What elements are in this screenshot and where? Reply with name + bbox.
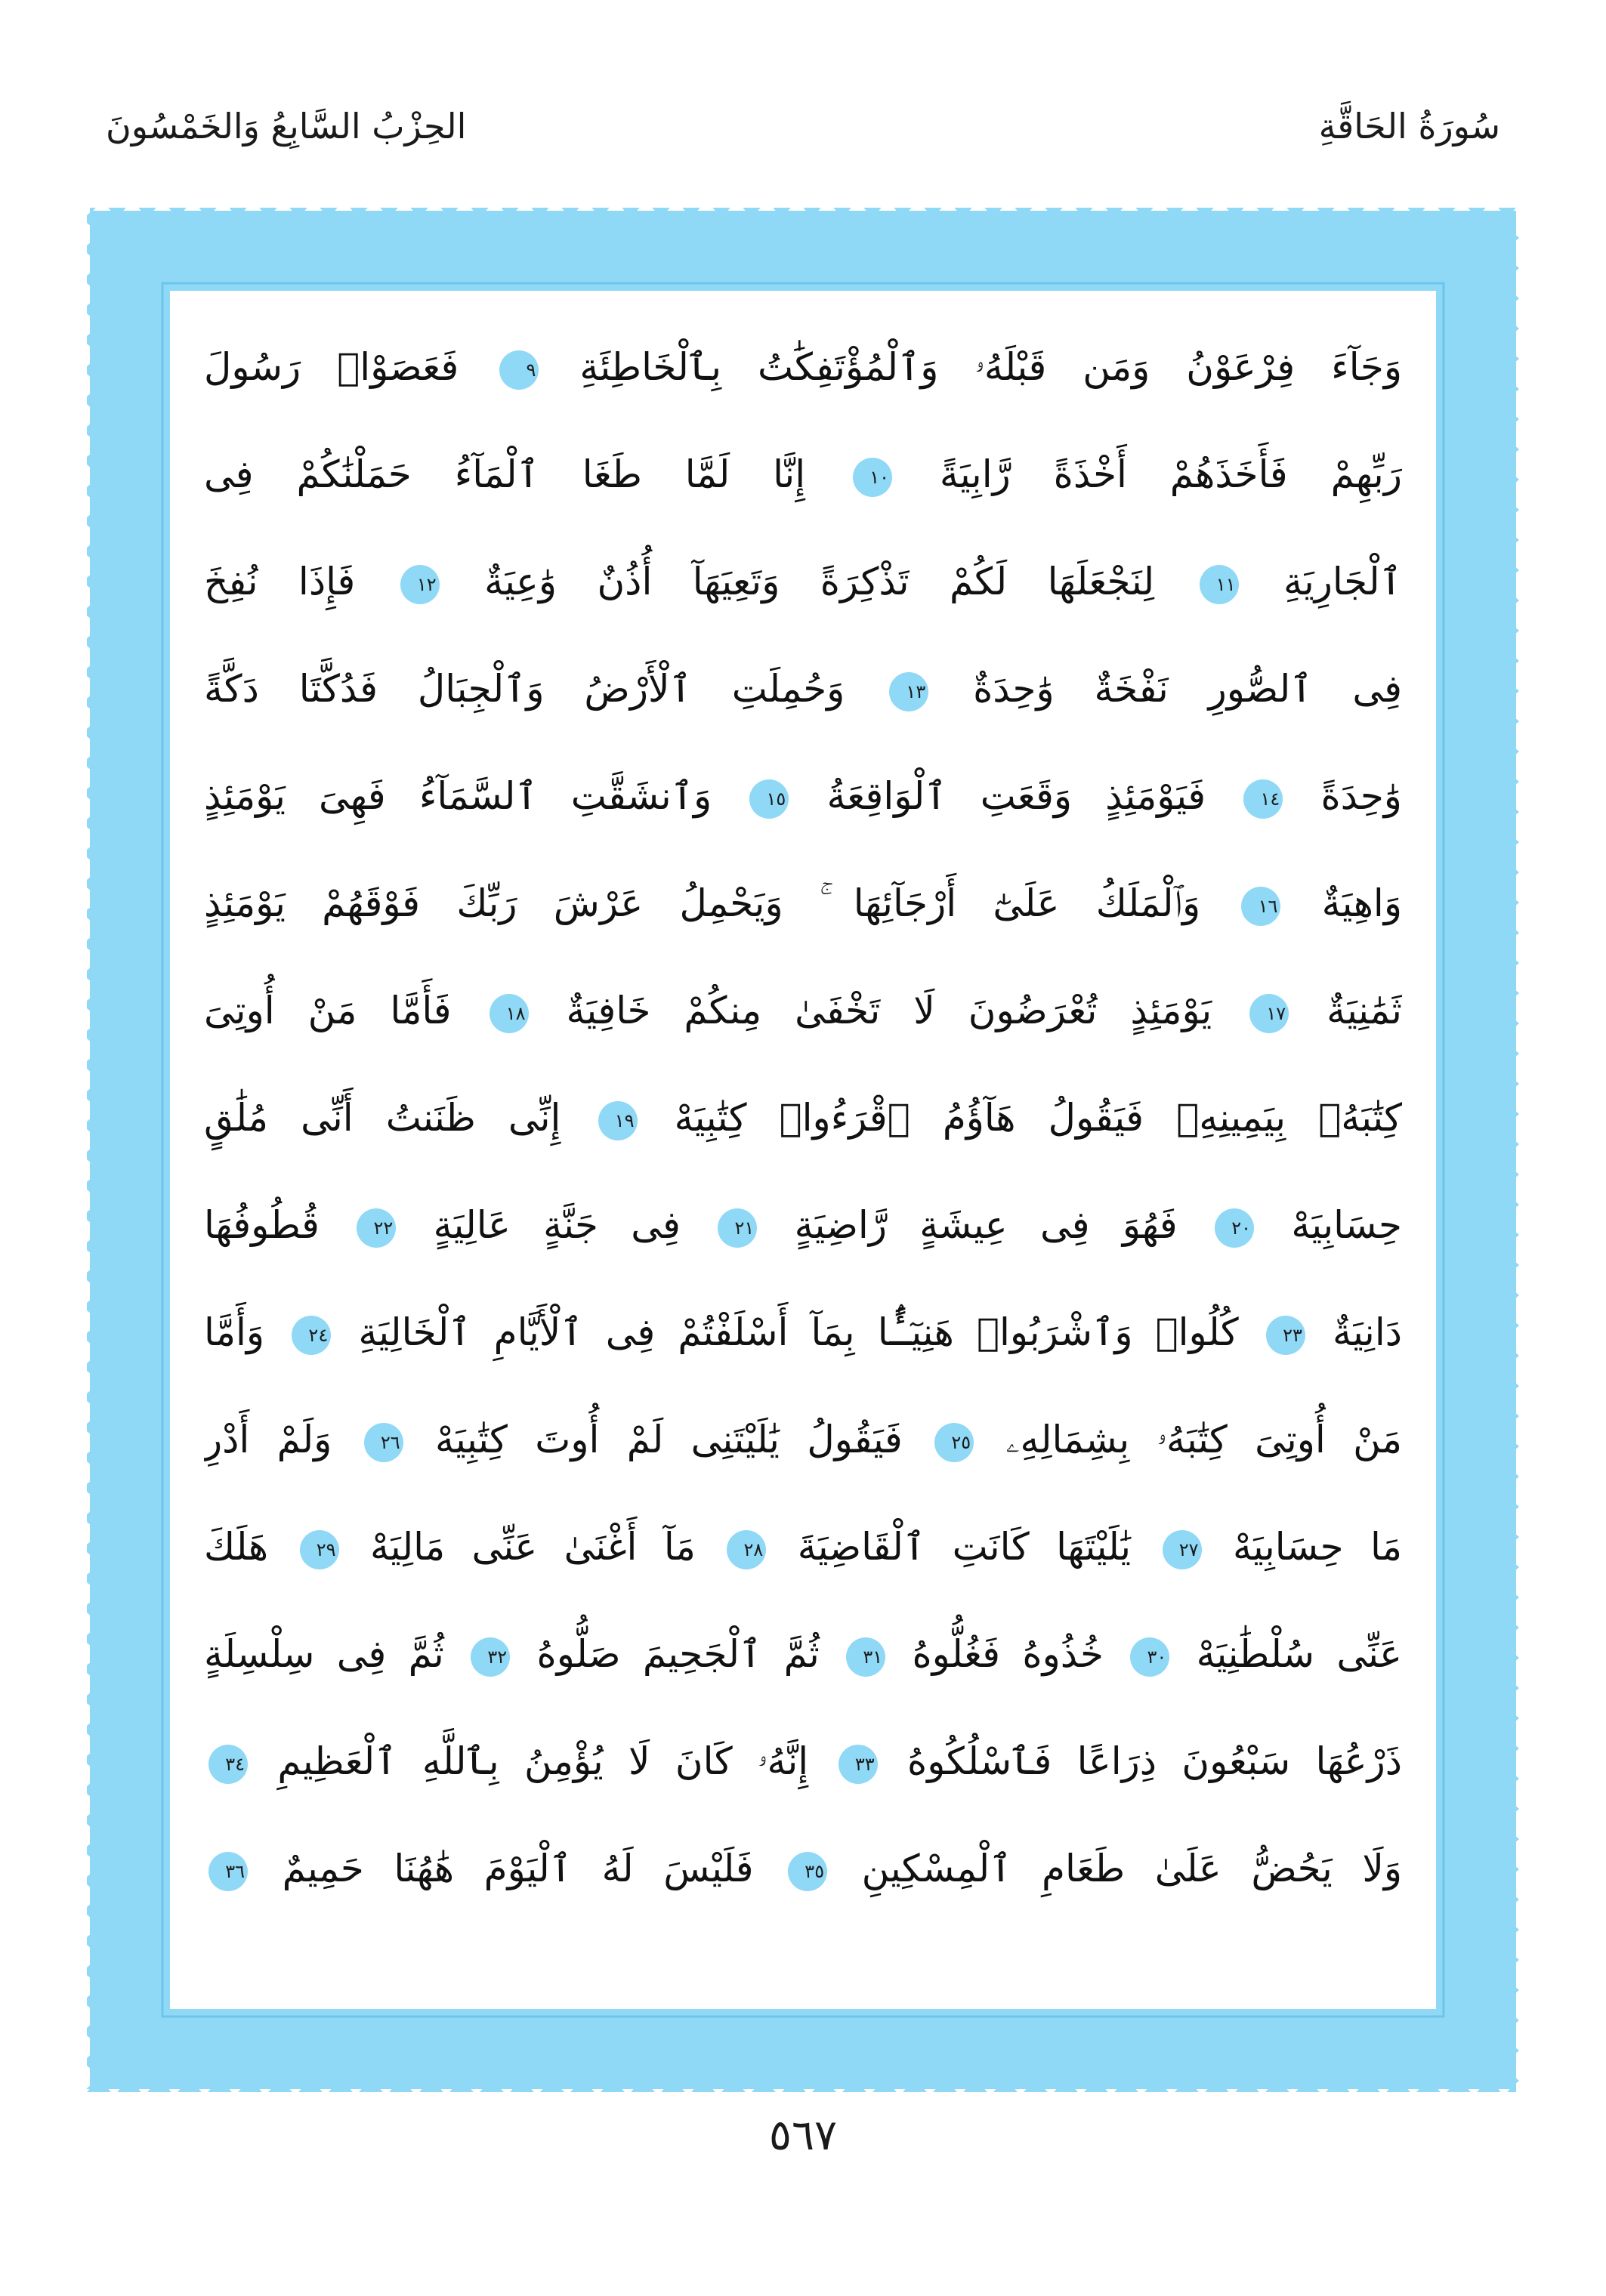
ayah-number-marker: ١٧ [1249,994,1289,1033]
verse-line [204,1386,1402,1493]
verse-line [204,742,1402,850]
verse-line [204,1171,1402,1279]
verse-text: إِنِّى ظَنَنتُ أَنِّى مُلَٰقٍ [204,1096,561,1140]
verse-line [204,1708,1402,1815]
verse-text: فَإِذَا نُفِخَ [204,560,356,603]
verse-line [204,313,1402,421]
verse-text: وَٱلْمَلَكُ عَلَىٰٓ أَرْجَآئِهَا ۚ وَيَحْمِلُ عَرْشَ رَبِّكَ فَوْقَهُمْ يَوْمَئِذٍ [204,881,1201,925]
verse-text: رَبِّهِمْ فَأَخَذَهُمْ أَخْذَةً رَّابِيَةً [939,452,1402,496]
verse-text: وَلَا يَحُضُّ عَلَىٰ طَعَامِ ٱلْمِسْكِينِ [861,1847,1402,1890]
ayah-number-marker: ٢٢ [357,1208,396,1248]
verse-text: وَجَآءَ فِرْعَوْنُ وَمَن قَبْلَهُۥ وَٱلْمُؤْتَفِكَٰتُ بِٱلْخَاطِئَةِ [579,345,1402,389]
verse-text: ثُمَّ فِى سِلْسِلَةٍ [204,1632,444,1676]
verse-text: مَنْ أُوتِىَ كِتَٰبَهُۥ بِشِمَالِهِۦ [1005,1418,1402,1461]
verse-text: إِنَّهُۥ كَانَ لَا يُؤْمِنُ بِٱللَّهِ ٱلْعَظِيمِ [277,1739,809,1783]
ayah-number-marker: ٩ [499,350,539,390]
ayah-number-marker: ٢٣ [1266,1316,1305,1355]
verse-line [204,528,1402,635]
ayah-number-marker: ١٠ [853,458,892,497]
ayah-number-marker: ٢٥ [934,1423,974,1462]
verse-text: عَنِّى سُلْطَٰنِيَهْ [1196,1632,1402,1676]
page-header [106,106,1500,181]
ayah-number-marker: ٢٩ [300,1530,339,1569]
ayah-number-marker: ١١ [1200,565,1239,604]
verse-text: هَلَكَ [204,1525,269,1569]
verse-text: يَوْمَئِذٍ تُعْرَضُونَ لَا تَخْفَىٰ مِنكُمْ خَافِيَةٌ [566,989,1212,1032]
verse-text: إِنَّا لَمَّا طَغَا ٱلْمَآءُ حَمَلْنَٰكُمْ فِى [204,452,806,496]
verse-line [204,1600,1402,1708]
verse-line [204,1064,1402,1171]
verse-text: فَهُوَ فِى عِيشَةٍ رَّاضِيَةٍ [794,1203,1178,1247]
verse-text: لِنَجْعَلَهَا لَكُمْ تَذْكِرَةً وَتَعِيَهَآ أُذُنٌ وَٰعِيَةٌ [484,560,1155,603]
ayah-number-marker: ٢٧ [1163,1530,1202,1569]
ayah-number-marker: ٣٤ [208,1745,248,1784]
ayah-number-marker: ٣٦ [208,1852,248,1891]
verse-text: فَيَقُولُ يَٰلَيْتَنِى لَمْ أُوتَ كِتَٰبِيَهْ [435,1418,903,1461]
verse-lines [204,313,1402,1986]
verse-text: فَأَمَّا مَنْ أُوتِىَ [204,989,452,1032]
verse-text: خُذُوهُ فَغُلُّوهُ [912,1632,1104,1676]
verse-text: وَحُمِلَتِ ٱلْأَرْضُ وَٱلْجِبَالُ فَدُكَّتَا دَكَّةً [204,667,845,711]
hizb-label: الحِزْبُ السَّابِعُ وَالخَمْسُونَ [106,106,467,147]
verse-text: وَٰحِدَةً [1320,774,1402,818]
ayah-number-marker: ٢٠ [1215,1208,1254,1248]
verse-text: وَٱنشَقَّتِ ٱلسَّمَآءُ فَهِىَ يَوْمَئِذٍ [204,774,712,818]
verse-line [204,1493,1402,1600]
verse-text: مَآ أَغْنَىٰ عَنِّى مَالِيَهْ [369,1525,696,1569]
verse-text: كِتَٰبَهُۥ بِيَمِينِهِۦ فَيَقُولُ هَآؤُمُ ٱقْرَءُوا۟ كِتَٰبِيَهْ [674,1096,1402,1140]
ayah-number-marker: ٢٦ [364,1423,403,1462]
verse-text: وَاهِيَةٌ [1321,881,1402,925]
surah-name: سُورَةُ الحَاقَّةِ [1318,106,1500,147]
verse-text: وَلَمْ أَدْرِ [204,1418,332,1461]
verse-line [204,635,1402,742]
quran-text-area [170,291,1436,2009]
verse-text: ثَمَٰنِيَةٌ [1326,989,1402,1032]
ayah-number-marker: ٢٨ [727,1530,766,1569]
verse-text: فَعَصَوْا۟ رَسُولَ [204,345,459,389]
ayah-number-marker: ١٢ [400,565,440,604]
verse-text: فِى ٱلصُّورِ نَفْخَةٌ وَٰحِدَةٌ [973,667,1402,711]
ayah-number-marker: ٣٠ [1130,1637,1169,1677]
ayah-number-marker: ٢١ [718,1208,757,1248]
verse-text: مَا حِسَابِيَهْ [1232,1525,1402,1569]
ayah-number-marker: ١٩ [598,1101,638,1140]
ayah-number-marker: ٣١ [846,1637,885,1677]
verse-text: فِى جَنَّةٍ عَالِيَةٍ [433,1203,681,1247]
verse-text: قُطُوفُهَا [204,1203,320,1247]
ayah-number-marker: ١٨ [490,994,529,1033]
ayah-number-marker: ٣٣ [839,1745,878,1784]
verse-text: يَٰلَيْتَهَا كَانَتِ ٱلْقَاضِيَةَ [797,1525,1132,1569]
ayah-number-marker: ١٦ [1241,887,1280,926]
verse-text: وَأَمَّا [204,1310,265,1354]
verse-text: ذَرْعُهَا سَبْعُونَ ذِرَاعًا فَٱسْلُكُوهُ [907,1739,1402,1783]
verse-line [204,1815,1402,1922]
ayah-number-marker: ٣٢ [471,1637,510,1677]
verse-text: فَلَيْسَ لَهُ ٱلْيَوْمَ هَٰهُنَا حَمِيمٌ [282,1847,754,1890]
verse-text: كُلُوا۟ وَٱشْرَبُوا۟ هَنِيٓـًٔۢا بِمَآ أَسْلَفْتُمْ فِى ٱلْأَيَّامِ ٱلْخَالِيَةِ [358,1310,1239,1354]
verse-line [204,421,1402,528]
verse-text: ٱلْجَارِيَةِ [1283,560,1402,603]
verse-line [204,957,1402,1064]
ayah-number-marker: ١٥ [749,779,789,819]
verse-line [204,850,1402,957]
page-number: ٥٦٧ [768,2111,838,2160]
verse-text: فَيَوْمَئِذٍ وَقَعَتِ ٱلْوَاقِعَةُ [826,774,1206,818]
verse-text: دَانِيَةٌ [1333,1310,1402,1354]
ayah-number-marker: ٢٤ [292,1316,331,1355]
ayah-number-marker: ١٣ [889,672,928,711]
verse-text: حِسَابِيَهْ [1291,1203,1402,1247]
ayah-number-marker: ١٤ [1243,779,1283,819]
verse-line [204,1279,1402,1386]
ayah-number-marker: ٣٥ [788,1852,827,1891]
verse-text: ثُمَّ ٱلْجَحِيمَ صَلُّوهُ [536,1632,820,1676]
